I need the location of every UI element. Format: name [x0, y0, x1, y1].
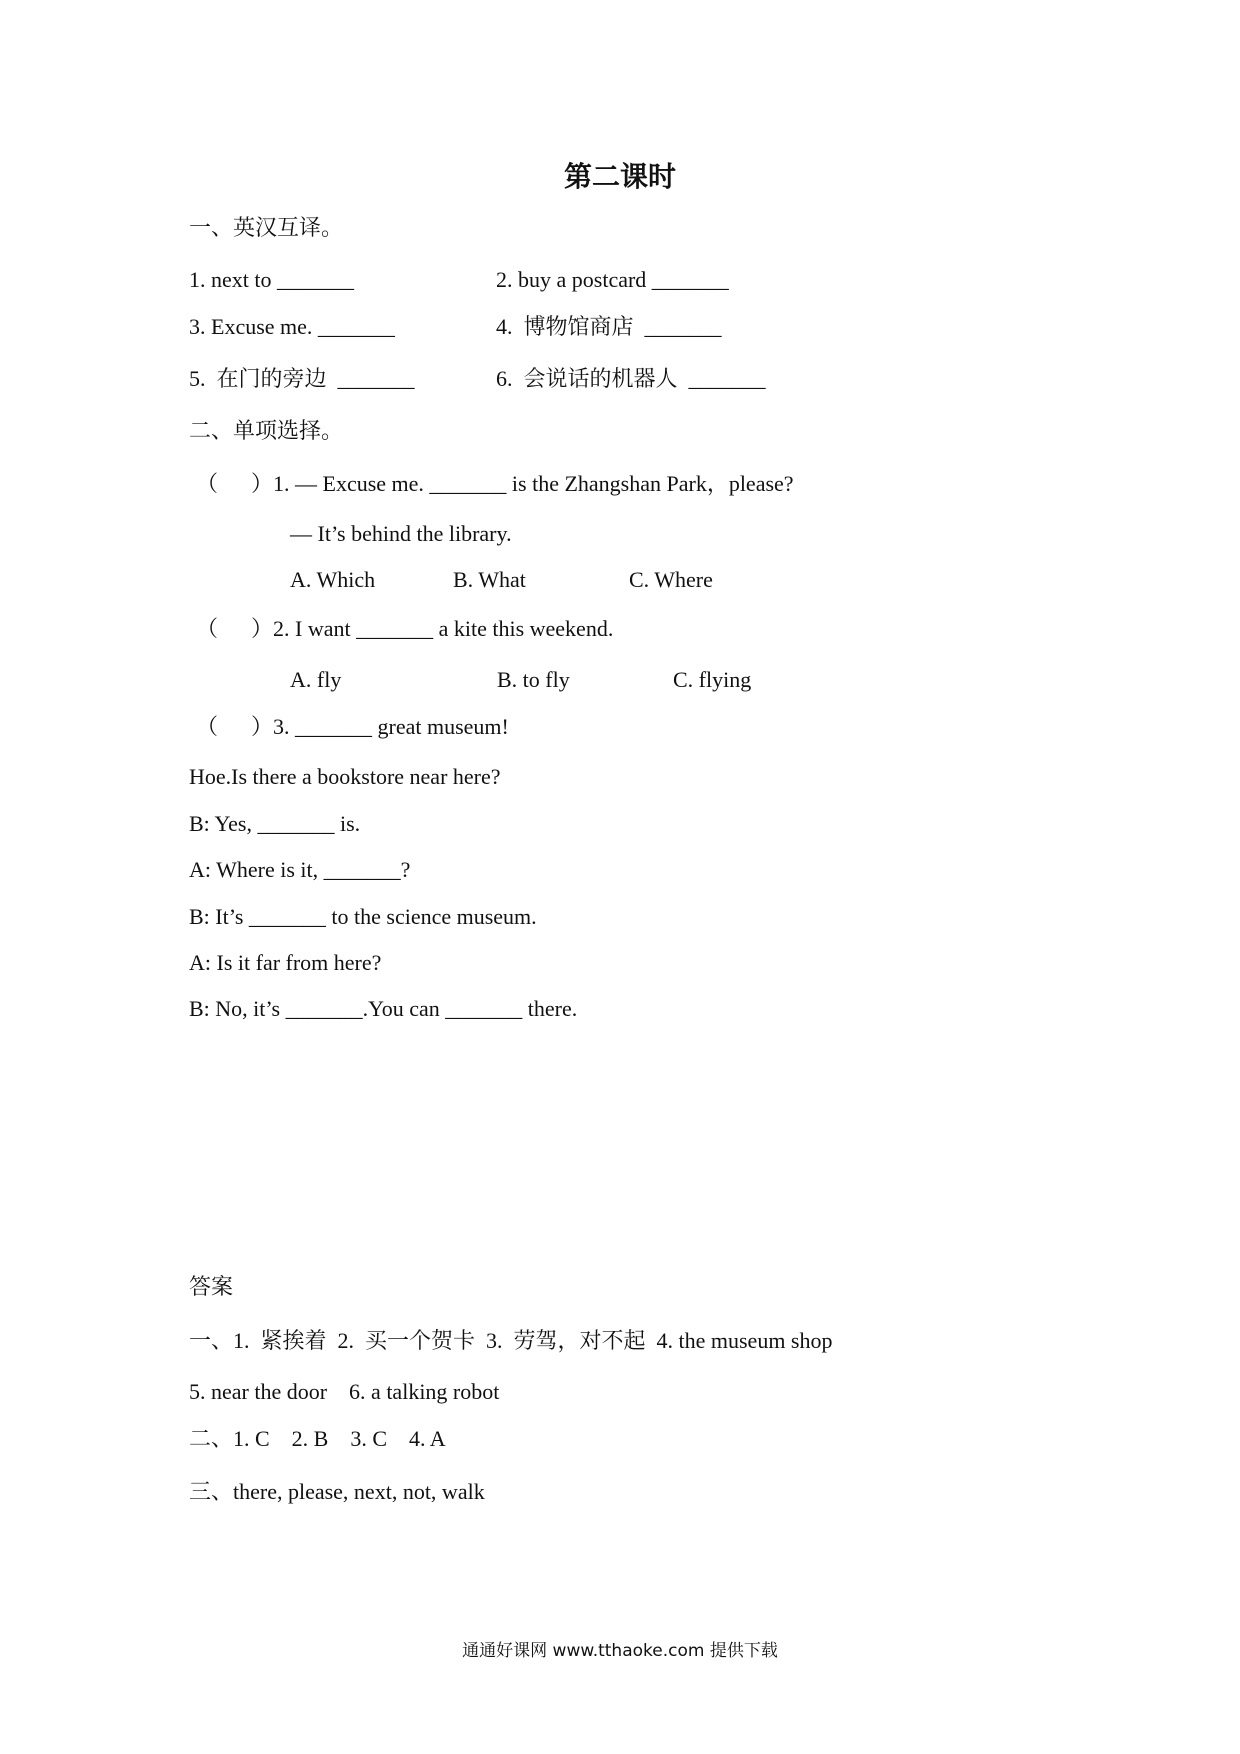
- answer-line: 5. near the door 6. a talking robot: [189, 1379, 500, 1404]
- option-a: A. Which: [290, 567, 376, 592]
- option-b: B. What: [453, 567, 526, 592]
- answer-line: 二、1. C 2. B 3. C 4. A: [189, 1426, 446, 1451]
- translation-item: 6. 会说话的机器人 _______: [496, 366, 766, 391]
- dialogue-line: A: Is it far from here?: [189, 950, 382, 975]
- option-b: B. to fly: [497, 667, 570, 692]
- translation-item: 4. 博物馆商店 _______: [496, 314, 722, 339]
- footer-watermark: 通通好课网 www.tthaoke.com 提供下载: [462, 1641, 778, 1661]
- question-2-stem: （ ）2. I want _______ a kite this weekend.: [196, 616, 614, 641]
- option-c: C. Where: [629, 567, 713, 592]
- question-3-stem: （ ）3. _______ great museum!: [196, 714, 509, 739]
- dialogue-line: Hoe.Is there a bookstore near here?: [189, 764, 501, 789]
- dialogue-line: B: No, it’s _______.You can _______ there.: [189, 996, 578, 1021]
- option-c: C. flying: [673, 667, 752, 692]
- answer-line: 三、there, please, next, not, walk: [189, 1479, 485, 1504]
- dialogue-line: A: Where is it, _______?: [189, 857, 411, 882]
- section2-heading: 二、单项选择。: [189, 418, 344, 443]
- question-1-reply: — It’s behind the library.: [290, 521, 512, 546]
- answers-heading: 答案: [189, 1274, 234, 1299]
- answer-line: 一、1. 紧挨着 2. 买一个贺卡 3. 劳驾，对不起 4. the museum shop: [189, 1328, 833, 1353]
- translation-item: 2. buy a postcard _______: [496, 267, 729, 292]
- dialogue-line: B: It’s _______ to the science museum.: [189, 904, 537, 929]
- translation-item: 1. next to _______: [189, 267, 354, 292]
- question-1-stem: （ ）1. — Excuse me. _______ is the Zhangshan Park，please?: [196, 471, 794, 496]
- option-a: A. fly: [290, 667, 342, 692]
- translation-item: 3. Excuse me. _______: [189, 314, 395, 339]
- page-title: 第二课时: [563, 160, 676, 193]
- translation-item: 5. 在门的旁边 _______: [189, 366, 415, 391]
- dialogue-line: B: Yes, _______ is.: [189, 811, 361, 836]
- section1-heading: 一、英汉互译。: [189, 215, 344, 240]
